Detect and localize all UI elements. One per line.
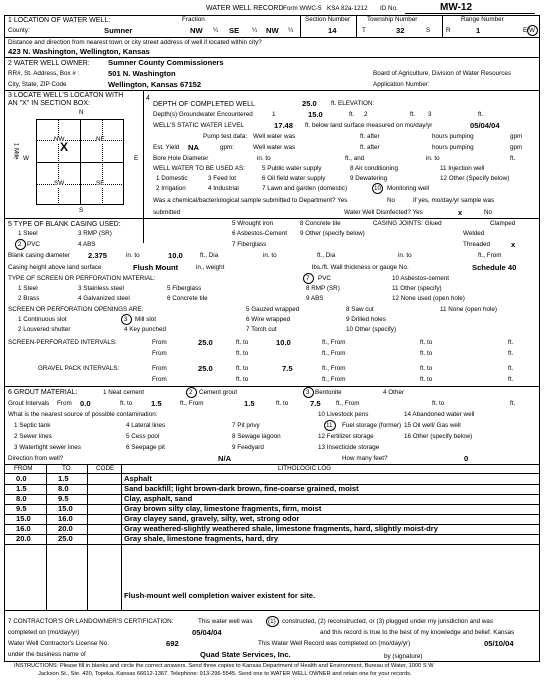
cert-line-3b: This Water Well Record was completed on (mo/day/yr) xyxy=(258,640,411,647)
compass-e: E xyxy=(134,155,139,162)
depth-value: 25.0 xyxy=(302,99,317,108)
section-label: Section Number xyxy=(305,16,351,23)
log-row-to: 9.5 xyxy=(58,494,69,503)
log-row-desc: Sand backfill; light brown-dark brown, fine-coarse grained, moist xyxy=(124,484,359,493)
contam-label: What is the nearest source of possible contamination: xyxy=(8,411,158,418)
contam-9[interactable]: 9 Feedyard xyxy=(232,444,264,451)
grout-1[interactable]: 1 Neat cement xyxy=(103,389,144,396)
contam-11-label: Fuel storage (former) xyxy=(342,422,402,429)
bore-and: ft., and xyxy=(345,155,365,162)
yield-value: NA xyxy=(188,143,199,152)
gw-1-ft: ft. xyxy=(349,111,355,118)
depth-label: DEPTH OF COMPLETED WELL xyxy=(153,101,255,108)
perf-3[interactable]: 3 xyxy=(124,316,128,323)
casing-threaded[interactable]: Threaded xyxy=(463,241,490,248)
contam-15[interactable]: 15 Oil well/ Gas well xyxy=(404,422,461,429)
yield-gpm: gpm: xyxy=(220,144,234,151)
log-row-to: 15.0 xyxy=(58,504,73,513)
gpi-label: GRAVEL PACK INTERVALS: xyxy=(38,365,120,372)
grout-from-label: From xyxy=(57,400,72,407)
screen-7[interactable]: 7 xyxy=(306,275,310,282)
s3-title: 3 LOCATE WELL'S LOCATON WITH xyxy=(8,92,124,99)
howmany-value: 0 xyxy=(464,454,469,463)
screen-9[interactable]: 9 ABS xyxy=(306,295,324,302)
casing-6[interactable]: 6 Asbestos-Cement xyxy=(232,230,287,237)
diam-label: Blank casing diameter xyxy=(8,252,70,259)
contam-16[interactable]: 16 Other (specify below) xyxy=(404,433,473,440)
address-value-2: 501 N. Washington xyxy=(108,69,176,78)
use-7[interactable]: 7 Lawn and garden (domestic) xyxy=(262,185,348,192)
address-label: RR#, St. Address, Box # : xyxy=(8,70,80,77)
nw-label: NW xyxy=(54,136,65,143)
diam-in-to: in. to xyxy=(126,252,140,259)
log-title: LITHOLOGIC LOG xyxy=(278,465,332,472)
range-ew: E/W xyxy=(523,27,535,34)
form-title: WATER WELL RECORD xyxy=(206,5,284,12)
height-in-weight: in., weight xyxy=(196,264,225,271)
screen-8[interactable]: 8 RMP (SR) xyxy=(306,285,340,292)
township-label: Township Number xyxy=(367,16,418,23)
casing-joints: CASING JOINTS: Glued xyxy=(373,220,442,227)
diam-ft-dia: ft., Dia xyxy=(200,252,219,259)
screen-12[interactable]: 12 None used (open hole) xyxy=(392,295,465,302)
board-label: Board of Agriculture, Division of Water Resources xyxy=(373,70,512,77)
grout-ft-to: ft. to xyxy=(120,400,133,407)
instructions-1: INSTRUCTIONS: Please fill in blanks and circle the correct answers. Send three copies to Kansas Department of Health and Environment, Bureau of Water, 1000 S W xyxy=(14,663,434,669)
gpi-from-label-2: From xyxy=(152,376,167,383)
gpi-from: 25.0 xyxy=(198,364,213,373)
bore-label: Bore Hole Diameter xyxy=(153,155,209,162)
table-row-divider xyxy=(4,544,540,545)
use-11[interactable]: 11 Injection well xyxy=(440,165,485,172)
height-lbs: lbs./ft. Wall thickness or gauge No. xyxy=(312,264,409,271)
s7-title: 7 CONTRACTOR'S OR LANDOWNER'S CERTIFICATION: xyxy=(8,618,174,625)
contam-7[interactable]: 7 Pit privy xyxy=(232,422,260,429)
casing-welded[interactable]: Welded xyxy=(463,230,485,237)
log-row-from: 9.5 xyxy=(16,504,27,513)
gw-3-ft: ft. xyxy=(478,111,484,118)
log-waiver: Flush-mount well completion waiver existent for site. xyxy=(124,591,316,600)
schedule-value: Schedule 40 xyxy=(472,263,517,272)
contam-1[interactable]: 1 Septic tank xyxy=(14,422,51,429)
license-label: Water Well Contractor's License No. xyxy=(8,640,109,647)
use-3[interactable]: 3 Feed lot xyxy=(208,175,237,182)
screen-11[interactable]: 11 Other (specify) xyxy=(392,285,442,292)
submitted-label: submitted xyxy=(153,209,181,216)
county-value: Sumner xyxy=(104,26,133,35)
spi-from-label-2: From xyxy=(152,350,167,357)
use-5[interactable]: 5 Public water supply xyxy=(262,165,322,172)
static-value: 17.48 xyxy=(274,121,294,130)
grout-to-1: 1.5 xyxy=(151,399,162,408)
grout-3-label: Bentonite xyxy=(315,389,342,396)
business-value: Quad State Services, Inc. xyxy=(200,650,291,659)
county-label: County: xyxy=(8,27,30,34)
cert-line-1b: constructed, (2) reconstructed, or (3) plugged under my jurisdiction and was xyxy=(282,618,494,625)
use-6[interactable]: 6 Oil field water supply xyxy=(262,175,326,182)
casing-clamped[interactable]: Clamped xyxy=(490,220,516,227)
log-row-desc: Gray brown silty clay, limestone fragments, firm, moist xyxy=(124,504,322,513)
casing-8[interactable]: 8 Concrete tile xyxy=(300,220,341,227)
grout-3[interactable]: 3 xyxy=(306,389,310,396)
city-value: Wellington, Kansas 67152 xyxy=(108,80,202,89)
diam-in-to-3: in. to xyxy=(398,252,412,259)
screen-7-label: PVC xyxy=(318,275,331,282)
quarter-3: ¼ xyxy=(288,27,294,34)
screen-2[interactable]: 2 Brass xyxy=(18,295,40,302)
log-from-header: FROM xyxy=(14,465,33,472)
spi-from-label: From xyxy=(152,339,167,346)
casing-7[interactable]: 7 Fiberglass xyxy=(232,241,267,248)
form-number: Form WWC-5 xyxy=(283,5,322,12)
spi-label: SCREEN-PERFORATED INTERVALS: xyxy=(8,339,117,346)
gw-2-ft: ft. xyxy=(410,111,416,118)
disinfected-x: x xyxy=(458,208,463,217)
gpi-ft-to: ft. to xyxy=(236,365,249,372)
chem-ifyes: If yes, mo/day/yr sample was xyxy=(413,197,495,204)
s1-title: 1 LOCATION OF WATER WELL: xyxy=(8,17,111,24)
casing-1[interactable]: 1 Steel xyxy=(18,230,38,237)
grout-to-2: 7.5 xyxy=(310,399,321,408)
spi-ft-from: ft., From xyxy=(322,339,346,346)
s2-title: 2 WATER WELL OWNER: xyxy=(8,60,90,67)
ne-label: NE xyxy=(96,136,105,143)
completed-label: completed on (mo/day/yr) xyxy=(8,629,80,636)
static-text: ft. below land surface measured on mo/day/yr xyxy=(305,122,433,129)
use-9[interactable]: 9 Dewatering xyxy=(350,175,388,182)
casing-2-label: PVC xyxy=(27,241,40,248)
fraction-2: SE xyxy=(229,26,240,35)
contam-3[interactable]: 3 Watertight sewer lines xyxy=(14,444,81,451)
diam-value: 2.375 xyxy=(88,251,108,260)
disinfected-label: Water Well Disinfected? Yes xyxy=(344,209,423,216)
height-value: Flush Mount xyxy=(133,263,179,272)
spi-ft-to-4: ft. to xyxy=(420,350,433,357)
pump-well-water: Well water was xyxy=(253,133,296,140)
grout-ft-to-2: ft. to xyxy=(276,400,289,407)
log-row-desc: Clay, asphalt, sand xyxy=(124,494,193,503)
spi-ft-to: ft. to xyxy=(236,339,249,346)
distance-label: Distance and direction from nearest town or city street address of well if located within city? xyxy=(8,39,262,46)
direction-value: N/A xyxy=(218,454,232,463)
mile-label: 1 Mile xyxy=(12,142,20,160)
grout-4[interactable]: 4 Other xyxy=(383,389,404,396)
yield-label: Est. Yield xyxy=(153,144,180,151)
compass-s: S xyxy=(79,207,84,214)
use-2[interactable]: 2 Irrigation xyxy=(156,185,186,192)
cert-line-2b: and this record is true to the best of my knowledge and belief. Kansas xyxy=(320,629,515,636)
fraction-3: NW xyxy=(266,26,279,35)
contam-5[interactable]: 5 Cess pool xyxy=(126,433,160,440)
se-label: SE xyxy=(96,180,105,187)
static-label: WELL'S STATIC WATER LEVEL xyxy=(153,122,244,129)
pump-gpm: gpm xyxy=(510,133,523,140)
table-row-divider xyxy=(4,494,540,495)
log-row-from: 20.0 xyxy=(16,534,31,543)
grout-ft-to-3: ft. to xyxy=(432,400,445,407)
grout-ft: ft. xyxy=(510,400,516,407)
id-value: MW-12 xyxy=(440,2,473,13)
perf-1[interactable]: 1 Continuous slot xyxy=(18,316,67,323)
threaded-x: x xyxy=(511,240,516,249)
spi-to: 10.0 xyxy=(276,338,291,347)
howmany-label: How many feet? xyxy=(342,455,388,462)
log-row-from: 16.0 xyxy=(16,524,31,533)
yield-well-water: Well water was xyxy=(253,144,296,151)
screen-label: TYPE OF SCREEN OR PERFORATION MATERIAL: xyxy=(8,275,156,282)
gw-1: 1 xyxy=(272,111,276,118)
pump-label: Pump test data: xyxy=(203,133,248,140)
perf-7[interactable]: 7 Torch cut xyxy=(246,326,277,333)
spi-ft-to-3: ft. to xyxy=(236,350,249,357)
groundwater-label: Depth(s) Groundwater Encountered xyxy=(153,111,253,118)
gw-1-value: 15.0 xyxy=(308,110,323,119)
sw-label: SW xyxy=(54,180,65,187)
yield-hours: hours pumping xyxy=(432,144,474,151)
pump-after: ft. after xyxy=(360,133,380,140)
business-label: under the business name of xyxy=(8,651,86,658)
contam-13[interactable]: 13 Insecticide storage xyxy=(318,444,380,451)
grout-2-label: Cement grout xyxy=(199,389,238,396)
quarter-2: ¼ xyxy=(252,27,258,34)
casing-9[interactable]: 9 Other (specify below) xyxy=(300,230,365,237)
perf-10[interactable]: 10 Other (specify) xyxy=(346,326,397,333)
casing-5[interactable]: 5 Wrought iron xyxy=(232,220,274,227)
contam-10[interactable]: 10 Livestock pens xyxy=(318,411,369,418)
diam-in-to-2: in. to xyxy=(263,252,277,259)
log-code-header: CODE xyxy=(96,465,115,472)
perf-label: SCREEN OR PERFORATION OPENINGS ARE: xyxy=(8,306,144,313)
log-row-to: 1.5 xyxy=(58,474,69,483)
spi-from: 25.0 xyxy=(198,338,213,347)
bore-in-to: in. to xyxy=(257,155,271,162)
perf-8[interactable]: 8 Saw cut xyxy=(346,306,374,313)
casing-3[interactable]: 3 RMP (SR) xyxy=(78,230,112,237)
diam-to-value: 10.0 xyxy=(168,251,183,260)
spi-ft-2: ft. xyxy=(508,350,514,357)
log-row-to: 20.0 xyxy=(58,524,73,533)
address-value: 423 N. Washington, Wellington, Kansas xyxy=(8,47,150,56)
screen-4[interactable]: 4 Galvanized steel xyxy=(78,295,130,302)
perf-2[interactable]: 2 Louvered shutter xyxy=(18,326,71,333)
height-label: Casing height above land surface xyxy=(8,264,102,271)
log-row-to: 16.0 xyxy=(58,514,73,523)
screen-6[interactable]: 6 Concrete tile xyxy=(167,295,208,302)
record-date-value: 05/10/04 xyxy=(484,639,514,648)
screen-5[interactable]: 5 Fiberglass xyxy=(167,285,202,292)
quarter-1: ¼ xyxy=(213,27,219,34)
diam-ft: ft., From xyxy=(478,252,502,259)
gpi-ft-to-3: ft. to xyxy=(236,376,249,383)
section-value: 14 xyxy=(328,26,337,35)
gpi-ft-from: ft., From xyxy=(322,365,346,372)
township-value: 32 xyxy=(396,26,405,35)
perf-6[interactable]: 6 Wire wrapped xyxy=(246,316,291,323)
gpi-ft-from-2: ft., From xyxy=(322,376,346,383)
elevation-label: ft. ELEVATION: xyxy=(331,100,375,107)
s5-title: 5 TYPE OF BLANK CASING USED: xyxy=(8,221,121,228)
grout-intervals-label: Grout Intervals xyxy=(8,400,50,407)
range-value: 1 xyxy=(476,26,481,35)
screen-1[interactable]: 1 Steel xyxy=(18,285,38,292)
disinfected-no[interactable]: No xyxy=(484,209,493,216)
id-label: ID No. xyxy=(380,5,398,12)
log-row-desc: Gray shale, limestone fragments, hard, dry xyxy=(124,534,279,543)
use-label: WELL WATER TO BE USED AS: xyxy=(153,165,245,172)
application-label: Application Number: xyxy=(373,81,430,88)
perf-4[interactable]: 4 Key punched xyxy=(124,326,167,333)
owner-value: Sumner County Commissioners xyxy=(108,58,224,67)
gpi-from-label: From xyxy=(152,365,167,372)
s4-number: 4 xyxy=(146,95,150,102)
use-1[interactable]: 1 Domestic xyxy=(156,175,188,182)
use-10-label: Monitoring well xyxy=(387,185,429,192)
log-row-from: 8.0 xyxy=(16,494,27,503)
instructions-2: Jackson St., Ste. 420, Topeka, Kansas 66612-1367. Telephone: 913-296-5545. Send one to WATER WELL OWNER and retain one for your records. xyxy=(38,671,412,677)
perf-11[interactable]: 11 None (open hole) xyxy=(440,306,497,313)
contam-4[interactable]: 4 Lateral lines xyxy=(126,422,166,429)
contam-2[interactable]: 2 Sewer lines xyxy=(14,433,52,440)
spi-ft-to-2: ft. to xyxy=(420,339,433,346)
range-label: Range Number xyxy=(461,16,504,23)
bore-ft: ft. xyxy=(510,155,516,162)
city-label: City, State, ZIP Code xyxy=(8,81,67,88)
direction-label: Direction from well? xyxy=(8,455,64,462)
log-to-header: TO xyxy=(62,465,71,472)
fraction-1: NW xyxy=(190,26,203,35)
log-row-from: 1.5 xyxy=(16,484,27,493)
casing-2[interactable]: 2 xyxy=(18,241,22,248)
signature-label: by (signature) xyxy=(384,653,423,660)
spi-ft-from-2: ft., From xyxy=(322,350,346,357)
grout-from-1: 0.0 xyxy=(80,399,91,408)
grout-from-2: 1.5 xyxy=(244,399,255,408)
compass-n: N xyxy=(79,109,84,116)
bore-in-to-2: in. to xyxy=(426,155,440,162)
log-row-to: 25.0 xyxy=(58,534,73,543)
perf-3-label: Mill slot xyxy=(135,316,156,323)
grout-ft-from-2: ft., From xyxy=(336,400,360,407)
log-row-to: 8.0 xyxy=(58,484,69,493)
log-row-desc: Gray weathered-slightly weathered shale, limestone fragments, hard, slightly moist-dry xyxy=(124,524,438,533)
gw-3: 3 xyxy=(428,111,432,118)
contam-12[interactable]: 12 Fertilizer storage xyxy=(318,433,374,440)
pump-hours: hours pumping xyxy=(432,133,474,140)
compass-w: W xyxy=(23,155,29,162)
contam-11[interactable]: 11 xyxy=(326,422,333,429)
gw-2: 2 xyxy=(364,111,368,118)
use-10[interactable]: 10 xyxy=(374,185,382,192)
chem-label: Was a chemical/bacteriological sample submitted to Department? Yes xyxy=(153,197,348,204)
license-value: 692 xyxy=(166,639,179,648)
log-row-from: 15.0 xyxy=(16,514,31,523)
use-8[interactable]: 8 Air conditioning xyxy=(350,165,398,172)
ksa-number: KSA 82a-1212 xyxy=(327,5,368,12)
log-row-desc: Asphalt xyxy=(124,474,152,483)
perf-9[interactable]: 9 Drilled holes xyxy=(346,316,386,323)
range-r: R xyxy=(446,27,451,34)
gpi-ft-to-4: ft. to xyxy=(420,376,433,383)
gpi-to: 7.5 xyxy=(282,364,293,373)
yield-gpm-2: gpm xyxy=(510,144,523,151)
contam-8[interactable]: 8 Sewage lagoon xyxy=(232,433,281,440)
gpi-ft-to-2: ft. to xyxy=(420,365,433,372)
log-row-desc: Gray clayey sand, gravely, silty, wet, strong odor xyxy=(124,514,300,523)
well-location-mark: X xyxy=(60,140,69,154)
township-t: T xyxy=(362,27,366,34)
screen-3[interactable]: 3 Stainless steel xyxy=(78,285,124,292)
fraction-label: Fraction xyxy=(182,16,205,23)
s3-title-2: AN "X" IN SECTION BOX: xyxy=(8,100,90,107)
gpi-ft: ft. xyxy=(508,365,514,372)
casing-4[interactable]: 4 ABS xyxy=(78,241,96,248)
diam-ft-dia-2: ft., Dia xyxy=(317,252,336,259)
gpi-ft-2: ft. xyxy=(508,376,514,383)
grout-2[interactable]: 2 xyxy=(189,389,193,396)
cert-line-1a: This water well was xyxy=(198,618,253,625)
contam-6[interactable]: 6 Seepage pit xyxy=(126,444,165,451)
township-s: S xyxy=(426,27,431,34)
screen-10[interactable]: 10 Asbestos-cement xyxy=(392,275,450,282)
static-date: 05/04/04 xyxy=(470,121,500,130)
use-4[interactable]: 4 Industrial xyxy=(208,185,239,192)
completed-value: 05/04/04 xyxy=(192,628,222,637)
use-12[interactable]: 12 Other (Specify below) xyxy=(440,175,510,182)
yield-after: ft. after xyxy=(360,144,380,151)
spi-ft: ft. xyxy=(508,339,514,346)
s6-title: 6 GROUT MATERIAL: xyxy=(8,389,78,396)
grout-ft-from: ft., From xyxy=(180,400,204,407)
chem-no[interactable]: No xyxy=(387,197,396,204)
cert-option-1[interactable]: (1) xyxy=(268,618,276,625)
perf-5[interactable]: 5 Gauzed wrapped xyxy=(246,306,300,313)
log-row-from: 0.0 xyxy=(16,474,27,483)
contam-14[interactable]: 14 Abandoned water well xyxy=(404,411,475,418)
